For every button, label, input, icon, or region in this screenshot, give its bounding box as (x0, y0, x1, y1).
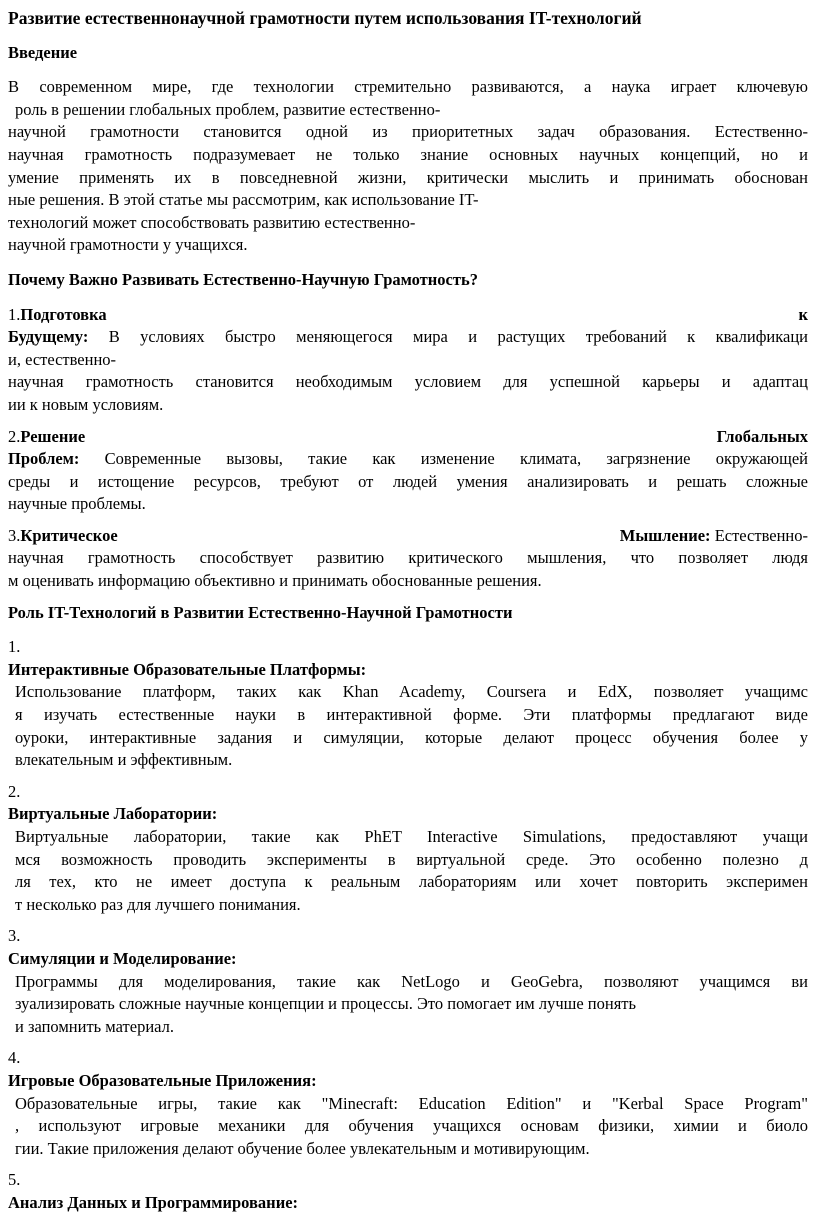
text-line (8, 7, 808, 30)
text-segment: мся возможность проводить эксперименты в виртуальной среде. Это особенно полезно д (15, 849, 808, 869)
bold-text-segment: Проблем: (8, 449, 80, 469)
text-segment: ии к новым условиям. (8, 394, 164, 414)
text-segment: я изучать естественные науки в интерактивной форме. Эти платформы предлагают виде (15, 705, 808, 725)
split-line-right (620, 525, 808, 548)
text-segment: среды и истощение ресурсов, требуют от людей умения анализировать и решать сложные (8, 471, 808, 491)
text-segment: ля тех, кто не имеет доступа к реальным лабораториям или хочет повторить эксперимен (15, 872, 808, 892)
text-segment: 5. (8, 1170, 21, 1190)
text-line (8, 659, 808, 682)
text-line (8, 1138, 808, 1161)
text-segment: зуализировать сложные научные концепции и процессы. Это помогает им лучше понять (15, 994, 637, 1014)
text-line (8, 727, 808, 750)
bold-text-segment: Критическое (20, 525, 118, 545)
text-segment: оуроки, интерактивные задания и симуляции, которые делают процесс обучения более у (15, 727, 808, 747)
split-line-right (798, 304, 808, 327)
text-line (8, 849, 808, 872)
text-segment: Программы для моделирования, такие как NetLogo и GeoGebra, позволяют учащимся ви (15, 971, 808, 991)
text-line (8, 547, 808, 570)
paragraph-introduction (8, 76, 808, 257)
text-line (8, 189, 808, 212)
text-segment: 2. (8, 781, 21, 801)
bold-text-segment: Игровые Образовательные Приложения: (8, 1070, 317, 1090)
document-title (8, 7, 808, 30)
text-segment: роль в решении глобальных проблем, развитие естественно- (15, 99, 441, 119)
text-line (8, 570, 808, 593)
bold-text-segment: Анализ Данных и Программирование: (8, 1192, 299, 1212)
text-line (8, 471, 808, 494)
heading-introduction (8, 42, 808, 65)
text-line (8, 99, 808, 122)
bold-text-segment: Развитие естественнонаучной грамотности путем использования IT-технологий (8, 8, 642, 28)
text-line (8, 525, 808, 548)
text-segment: В современном мире, где технологии стремительно развиваются, а наука играет ключевую (8, 77, 808, 97)
bold-text-segment: Виртуальные Лаборатории: (8, 804, 218, 824)
bold-text-segment: Почему Важно Развивать Естественно-Научную Грамотность? (8, 269, 478, 289)
text-line (8, 234, 808, 257)
text-segment: научные проблемы. (8, 494, 146, 514)
text-segment: и, естественно- (8, 349, 117, 369)
text-segment: и запомнить материал. (15, 1016, 174, 1036)
list2-item-simulations-modeling (8, 925, 808, 1038)
text-segment: м оценивать информацию объективно и принимать обоснованные решения. (8, 571, 542, 591)
bold-text-segment: Подготовка (20, 304, 107, 324)
text-segment: 1. (8, 304, 21, 324)
split-line-left (8, 304, 107, 327)
text-line (8, 1093, 808, 1116)
text-line (8, 304, 808, 327)
text-line (8, 894, 808, 917)
bold-text-segment: Введение (8, 42, 78, 62)
text-segment: В условиях быстро меняющегося мира и растущих требований к квалификаци (88, 327, 808, 347)
text-line (8, 826, 808, 849)
text-segment: научная грамотность становится необходимым условием для успешной карьеры и адаптац (8, 372, 808, 392)
text-line (8, 602, 808, 625)
split-line-left (8, 426, 85, 449)
text-line (8, 167, 808, 190)
text-segment: 3. (8, 926, 21, 946)
text-line (8, 1047, 808, 1070)
bold-text-segment: Интерактивные Образовательные Платформы: (8, 659, 367, 679)
list2-item-virtual-labs (8, 781, 808, 917)
bold-text-segment: Мышление: (619, 525, 711, 545)
text-line (8, 42, 808, 65)
text-line (8, 493, 808, 516)
text-line (8, 636, 808, 659)
text-segment: технологий может способствовать развитию естественно- (8, 212, 416, 232)
text-line (8, 971, 808, 994)
split-line-right (717, 426, 808, 449)
bold-text-segment: Решение (20, 426, 86, 446)
heading-why-develop-literacy (8, 269, 808, 292)
text-line (8, 144, 808, 167)
split-line-left (8, 525, 118, 548)
list-item-global-problems (8, 426, 808, 516)
heading-role-of-it (8, 602, 808, 625)
list2-item-data-analysis-programming (8, 1169, 808, 1214)
bold-text-segment: Глобальных (716, 426, 808, 446)
text-segment: ные решения. В этой статье мы рассмотрим, как использование IT- (8, 190, 479, 210)
text-line (8, 394, 808, 417)
text-segment: влекательным и эффективным. (15, 750, 233, 770)
text-segment: гии. Такие приложения делают обучение более увлекательным и мотивирующим. (15, 1138, 590, 1158)
list2-item-interactive-platforms (8, 636, 808, 772)
text-line (8, 704, 808, 727)
text-line (8, 1192, 808, 1215)
text-segment: Виртуальные лаборатории, такие как PhET Interactive Simulations, предоставляют учащи (15, 827, 808, 846)
text-line (8, 371, 808, 394)
text-segment: научной грамотности становится одной из приоритетных задач образования. Естественно- (8, 122, 808, 142)
text-segment: Использование платформ, таких как Khan Academy, Coursera и EdX, позволяет учащимс (15, 682, 808, 702)
text-line (8, 121, 808, 144)
text-segment: научная грамотность способствует развитию критического мышления, что позволяет людя (8, 548, 808, 568)
text-line (8, 871, 808, 894)
text-segment: умение применять их в повседневной жизни, критически мыслить и принимать обоснован (8, 167, 808, 187)
text-line (8, 76, 808, 99)
text-line (8, 448, 808, 471)
text-line (8, 269, 808, 292)
text-line (8, 993, 808, 1016)
text-segment: 3. (8, 525, 21, 545)
text-line (8, 426, 808, 449)
text-line (8, 1070, 808, 1093)
text-segment: , используют игровые механики для обучения учащихся основам физики, химии и биоло (15, 1116, 808, 1136)
text-line (8, 326, 808, 349)
text-line (8, 948, 808, 971)
bold-text-segment: Симуляции и Моделирование: (8, 948, 237, 968)
text-segment: Современные вызовы, такие как изменение климата, загрязнение окружающей (79, 449, 808, 469)
list2-item-educational-games (8, 1047, 808, 1160)
text-segment: 4. (8, 1048, 21, 1068)
text-segment: научная грамотность подразумевает не только знание основных научных концепций, но и (8, 144, 808, 164)
bold-text-segment: Будущему: (8, 327, 89, 347)
bold-text-segment: к (798, 304, 808, 324)
text-segment: 2. (8, 426, 21, 446)
text-line (8, 681, 808, 704)
text-line (8, 803, 808, 826)
text-segment: научной грамотности у учащихся. (8, 235, 248, 255)
text-line (8, 1169, 808, 1192)
bold-text-segment: Роль IT-Технологий в Развитии Естественно-Научной Грамотности (8, 602, 513, 622)
text-line (8, 781, 808, 804)
text-segment: Естественно- (710, 525, 808, 545)
text-line (8, 212, 808, 235)
list-item-preparation-for-future (8, 304, 808, 417)
text-segment: Образовательные игры, такие как "Minecraft: Education Edition" и "Kerbal Space Program" (15, 1093, 808, 1113)
text-line (8, 1115, 808, 1138)
text-line (8, 1016, 808, 1039)
text-line (8, 349, 808, 372)
text-segment: 1. (8, 637, 21, 657)
text-line (8, 925, 808, 948)
text-segment: т несколько раз для лучшего понимания. (15, 894, 301, 914)
list-item-critical-thinking (8, 525, 808, 593)
text-line (8, 749, 808, 772)
